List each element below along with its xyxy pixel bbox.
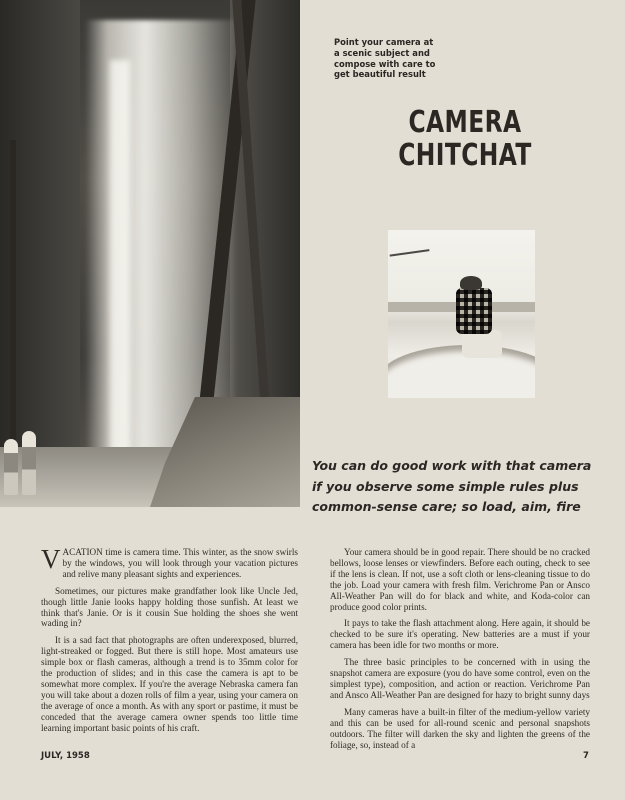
page-number: 7 xyxy=(583,751,589,761)
photo-caption xyxy=(334,37,464,80)
photo-person xyxy=(4,439,18,495)
article-title xyxy=(385,106,546,172)
photo-branch xyxy=(388,230,429,257)
caption-line: a scenic subject and xyxy=(334,47,430,58)
caption-line: compose with care to xyxy=(334,58,436,69)
photo-person xyxy=(22,431,36,495)
body-paragraph xyxy=(41,544,298,580)
subtitle-line: You can do good work with that camera xyxy=(312,458,592,473)
title-line-1: CAMERA xyxy=(408,105,522,140)
caption-line: Point your camera at xyxy=(334,37,434,47)
waterfall-photo xyxy=(0,0,300,507)
subtitle-line: common-sense care; so load, aim, fire xyxy=(312,499,581,514)
photo-man-hat xyxy=(460,276,482,290)
footer-date: JULY, 1958 xyxy=(41,751,90,761)
photographer-photo xyxy=(388,230,535,398)
body-paragraph: It pays to take the flash attachment along. Here again, it should be checked to be sure it's operating. New batteries are a must if your camera has been idle for two months or more. xyxy=(330,618,590,651)
photo-man-legs xyxy=(462,330,502,358)
photo-man-plaid-shirt xyxy=(456,288,492,334)
body-paragraph: The three basic principles to be concerned with in using the snapshot camera are exposure (you do have some control, even on the simplest type), composition, and action or reaction. Verichrome Pan and Ansco All-Weather Pan are designed for hazy to bright sunny days xyxy=(330,657,590,700)
body-paragraph: Your camera should be in good repair. There should be no cracked bellows, loose lenses or viewfinders. Before each outing, check to see if the lens is clean. If not, use a soft cloth or lens-cleaning tissue to do the job. Load your camera with fresh film. Verichrome Pan or Ansco All-Weather Pan will do for black and white, and Koda-color can produce good color prints. xyxy=(330,547,590,612)
article-subtitle xyxy=(312,456,612,518)
body-paragraph: Many cameras have a built-in filter of the medium-yellow variety and this can be used for all-round scenic and personal snapshots outdoors. The filter will darken the sky and lighten the greens of the foliage, so, instead of a xyxy=(330,706,590,750)
body-column-left xyxy=(41,544,298,740)
body-paragraph: It is a sad fact that photographs are often underexposed, blurred, light-streaked or fogged. But there is still hope. Most amateurs use simple box or flash cameras, although a trend is to 35mm color for the production of slides; and in this case the camera is apt to be somewhat more complex. If you're the average Nebraska camera fan you will take about a dozen rolls of film a year, using your camera on the average of once a month. As with any sport or pastime, it must be conceded that the average camera owner spends too little time learning important basic points of his craft. xyxy=(41,635,298,733)
body-column-right xyxy=(330,547,590,756)
paragraph-text: ACATION time is camera time. This winter, as the snow swirls by the windows, you will look through your vacation pictures and relive many pleasant sights and experiences. xyxy=(62,547,298,579)
title-line-2: CHITCHAT xyxy=(398,138,532,173)
photo-waterfall-stream xyxy=(110,60,130,460)
body-paragraph: Sometimes, our pictures make grandfather look like Uncle Jed, though little Janie looks happy holding those sunfish. At least we think that's Janie. Or is it cousin Sue holding the shoes she went wading in? xyxy=(41,585,298,629)
drop-cap: V xyxy=(41,544,61,574)
caption-line: get beautiful result xyxy=(334,69,426,80)
subtitle-line: if you observe some simple rules plus xyxy=(312,478,579,494)
